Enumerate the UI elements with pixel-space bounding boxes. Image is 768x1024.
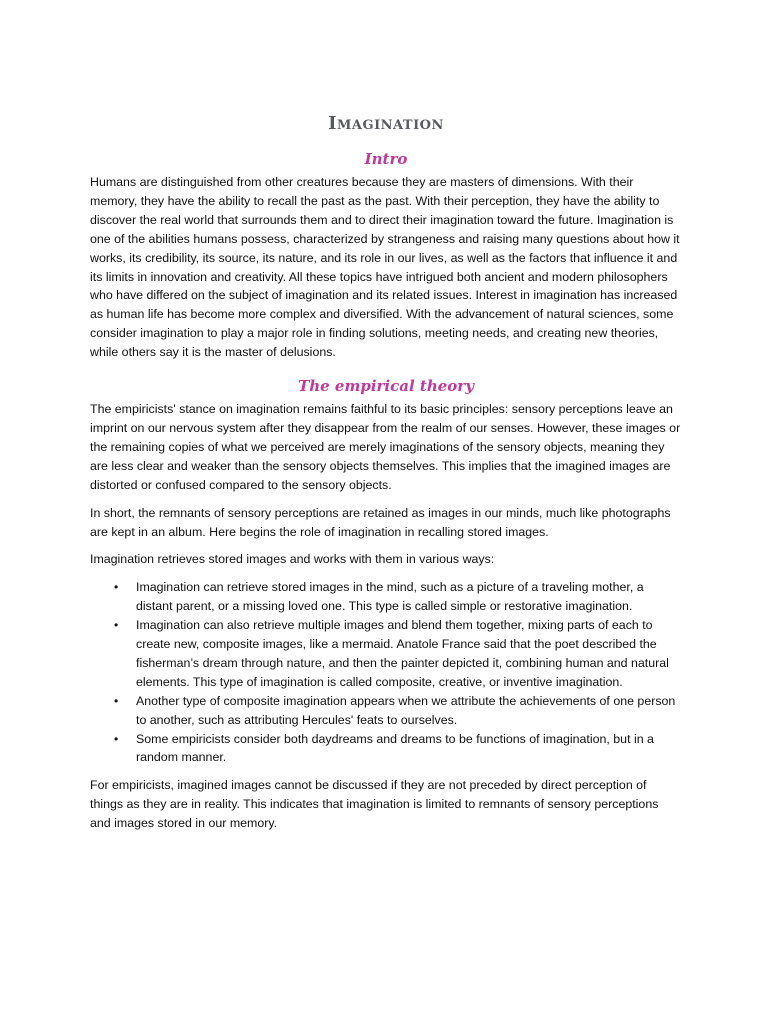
list-item (90, 616, 682, 692)
list-item (90, 730, 682, 768)
intro-paragraph: Humans are distinguished from other creatures because they are masters of dimensions. With their memory, they have the ability to recall the past as the past. With their perception, they have the ability to discover the real world that surrounds them and to direct their imagination toward the future. Imagination is one of the abilities humans possess, characterized by strangeness and raising many questions about how it works, its credibility, its source, its nature, and its role in our lives, as well as the factors that influence it and its limits in innovation and creativity. All these topics have intrigued both ancient and modern philosophers who have differed on the subject of imagination and its related issues. Interest in imagination has increased as human life has become more complex and diversified. With the advancement of natural sciences, some consider imagination to play a major role in finding solutions, meeting needs, and creating new theories, while others say it is the master of delusions. (90, 175, 680, 360)
bullet-icon: • (114, 731, 119, 746)
bullet-icon: • (114, 618, 119, 633)
list-item (90, 578, 682, 616)
bullet-icon: • (114, 580, 119, 595)
list-item (90, 692, 682, 730)
list-item-text: Imagination can retrieve stored images in the mind, such as a picture of a traveling mother, a distant parent, or a missing loved one. This type is called simple or restorative imagination. (136, 580, 644, 614)
list-item-text: Some empiricists consider both daydreams and dreams to be functions of imagination, but in a random manner. (136, 731, 654, 765)
empirical-paragraph-1: The empiricists' stance on imagination remains faithful to its basic principles: sensory perceptions leave an imprint on our nervous system after they disappear from the realm of our senses. However, these images or the remaining copies of what we perceived are merely imaginations of the sensory objects, meaning they are less clear and weaker than the sensory objects themselves. This implies that the imagined images are distorted or confused compared to the sensory objects. (90, 402, 681, 492)
list-item-text: Imagination can also retrieve multiple images and blend them together, mixing parts of each to create new, composite images, like a mermaid. Anatole France said that the poet described the fisherman’s dream through nature, and then the painter depicted it, combining human and natural elements. This type of imagination is called composite, creative, or inventive imagination. (136, 618, 669, 689)
list-item-text: Another type of composite imagination appears when we attribute the achievements of one person to another, such as attributing Hercules' feats to ourselves. (136, 693, 676, 727)
section-heading-empirical-theory: The empirical theory (298, 377, 474, 396)
section-heading-intro: Intro (364, 150, 408, 168)
document-title: Imagination (328, 113, 444, 134)
imagination-types-list (90, 578, 682, 767)
closing-paragraph: For empiricists, imagined images cannot be discussed if they are not preceded by direct perception of things as they are in reality. This indicates that imagination is limited to remnants of sensory perceptions and images stored in our memory. (90, 778, 659, 831)
empirical-paragraph-3: Imagination retrieves stored images and works with them in various ways: (90, 552, 495, 567)
empirical-paragraph-2: In short, the remnants of sensory perceptions are retained as images in our minds, much like photographs are kept in an album. Here begins the role of imagination in recalling stored images. (90, 505, 671, 539)
document-page (90, 110, 682, 842)
bullet-icon: • (114, 693, 119, 708)
